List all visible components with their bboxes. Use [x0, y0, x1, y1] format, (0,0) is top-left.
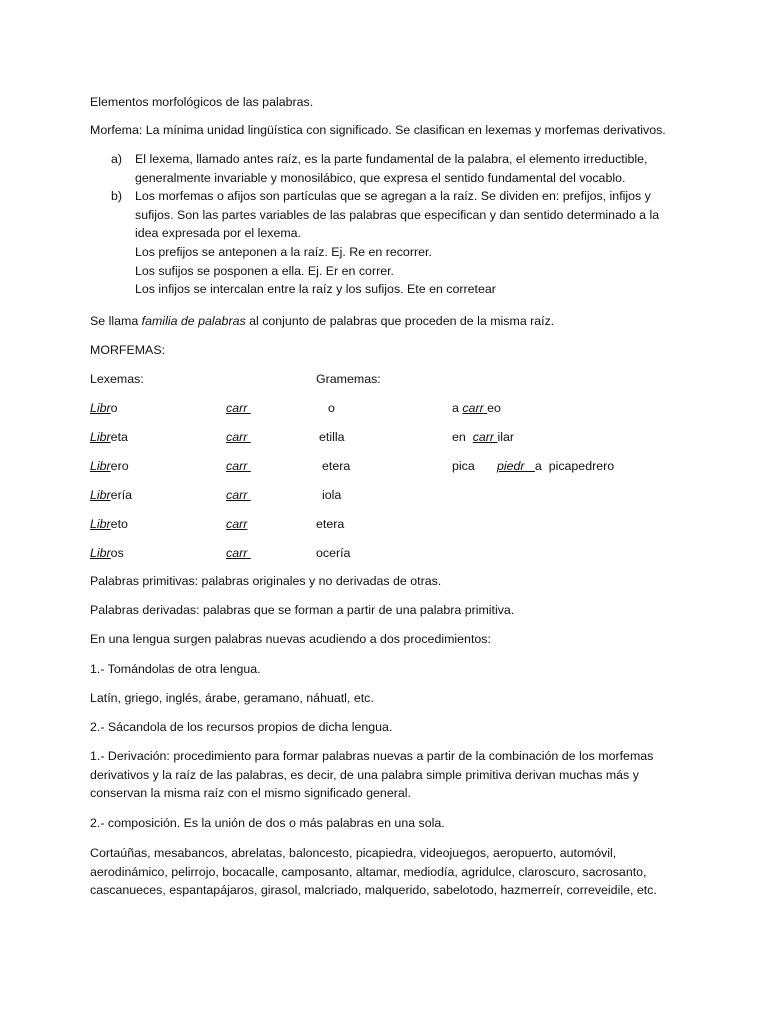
- carr-root: carr: [226, 546, 248, 560]
- list-text-a: El lexema, llamado antes raíz, es la parte fundamental de la palabra, el elemento irreductible, generalmente invariable y monosilábico, que expresa el sentido fundamental del vocablo.: [135, 152, 648, 185]
- carr-root: carr: [226, 488, 248, 502]
- familia-italic: familia de palabras: [141, 314, 246, 328]
- list-label-b: b): [111, 189, 123, 204]
- carr-root: carr: [226, 517, 248, 531]
- carr-root: carr: [226, 459, 248, 473]
- infijos-line: Los infijos se intercalan entre la raíz y los sufijos. Ete en corretear: [135, 282, 496, 297]
- lexema-ending: ero: [110, 459, 129, 473]
- carr-root: carr: [226, 430, 248, 444]
- composicion-line: 2.- composición. Es la unión de dos o más palabras en una sola.: [90, 816, 445, 830]
- gramema: iola: [322, 488, 342, 502]
- list-item-a: [111, 150, 671, 187]
- lexema-root: Libr: [90, 401, 111, 415]
- carr-root: carr: [226, 401, 248, 415]
- gramema: o: [328, 401, 335, 415]
- lexema-root: Libr: [90, 459, 111, 473]
- derived-word-3: piedr a picapedrero: [497, 459, 615, 473]
- familia-pre: Se llama: [90, 314, 142, 328]
- procedure-1: 1.- Tomándolas de otra lengua.: [90, 662, 261, 676]
- derived-word-2: en carr ilar: [452, 430, 515, 444]
- sufijos-line: Los sufijos se posponen a ella. Ej. Er en correr.: [135, 263, 394, 278]
- prefijos-line: Los prefijos se anteponen a la raíz. Ej. Re en recorrer.: [135, 244, 432, 259]
- gramemas-label: Gramemas:: [316, 372, 381, 386]
- procedure-2: 2.- Sácandola de los recursos propios de dicha lengua.: [90, 720, 393, 734]
- morfemas-heading: MORFEMAS:: [90, 343, 166, 357]
- gramema: etera: [322, 459, 351, 473]
- lexema-root: Libr: [90, 488, 111, 502]
- gramema: etilla: [319, 430, 345, 444]
- familia-post: al conjunto de palabras que proceden de la misma raíz.: [245, 314, 555, 328]
- derivadas-line: Palabras derivadas: palabras que se forman a partir de una palabra primitiva.: [90, 603, 515, 617]
- procedimientos-line: En una lengua surgen palabras nuevas acudiendo a dos procedimientos:: [90, 632, 491, 646]
- gramema: etera: [316, 517, 345, 531]
- morphology-list: [111, 150, 671, 299]
- table-row: [90, 487, 132, 503]
- table-row: [90, 545, 124, 561]
- languages-line: Latín, griego, inglés, árabe, geramano, náhuatl, etc.: [90, 691, 374, 705]
- lexema-ending: o: [110, 401, 118, 415]
- morfema-definition: Morfema: La mínima unidad lingüística con significado. Se clasifican en lexemas y morfemas derivativos.: [90, 123, 666, 137]
- familia-paragraph: [90, 313, 554, 329]
- derivacion-paragraph: 1.- Derivación: procedimiento para formar palabras nuevas a partir de la combinación de los morfemas derivativos y la raíz de las palabras, es decir, de una palabra simple primitiva derivan muchas más y conservan la misma raíz con el mismo significado general.: [90, 749, 654, 801]
- lexema-ending: eta: [110, 430, 128, 444]
- list-item-b: [111, 187, 671, 299]
- list-label-a: a): [111, 152, 123, 166]
- lexema-root: Libr: [90, 546, 111, 560]
- derived-word-1: a carr eo: [452, 401, 501, 415]
- derived-word-3-pre: pica: [452, 459, 475, 473]
- table-row: [90, 429, 128, 445]
- lexema-ending: os: [110, 546, 124, 560]
- list-text-b: Los morfemas o afijos son partículas que se agregan a la raíz. Se dividen en: prefijos, infijos y sufijos. Son las partes variables de las palabras que especifican y dan sentido determinado a la idea expresada por el lexema.: [135, 189, 660, 241]
- document-title: Elementos morfológicos de las palabras.: [90, 95, 314, 109]
- lexema-ending: eto: [110, 517, 128, 531]
- examples-paragraph: Cortaúñas, mesabancos, abrelatas, baloncesto, picapiedra, videojuegos, aeropuerto, automóvil, aerodinámico, pelirrojo, bocacalle, camposanto, altamar, mediodía, agridulce, claroscuro, sacrosanto, cascanueces, espantapájaros, girasol, malcriado, malquerido, sabelotodo, hazmerreír, correveidile, etc.: [90, 846, 657, 898]
- table-row: [90, 516, 128, 532]
- lexemas-label: Lexemas:: [90, 372, 144, 386]
- gramema: ocería: [316, 546, 351, 560]
- lexema-root: Libr: [90, 517, 111, 531]
- lexema-root: Libr: [90, 430, 111, 444]
- lexema-ending: ería: [110, 488, 133, 502]
- table-row: [90, 458, 129, 474]
- table-row: [90, 400, 118, 416]
- primitivas-line: Palabras primitivas: palabras originales y no derivadas de otras.: [90, 574, 442, 588]
